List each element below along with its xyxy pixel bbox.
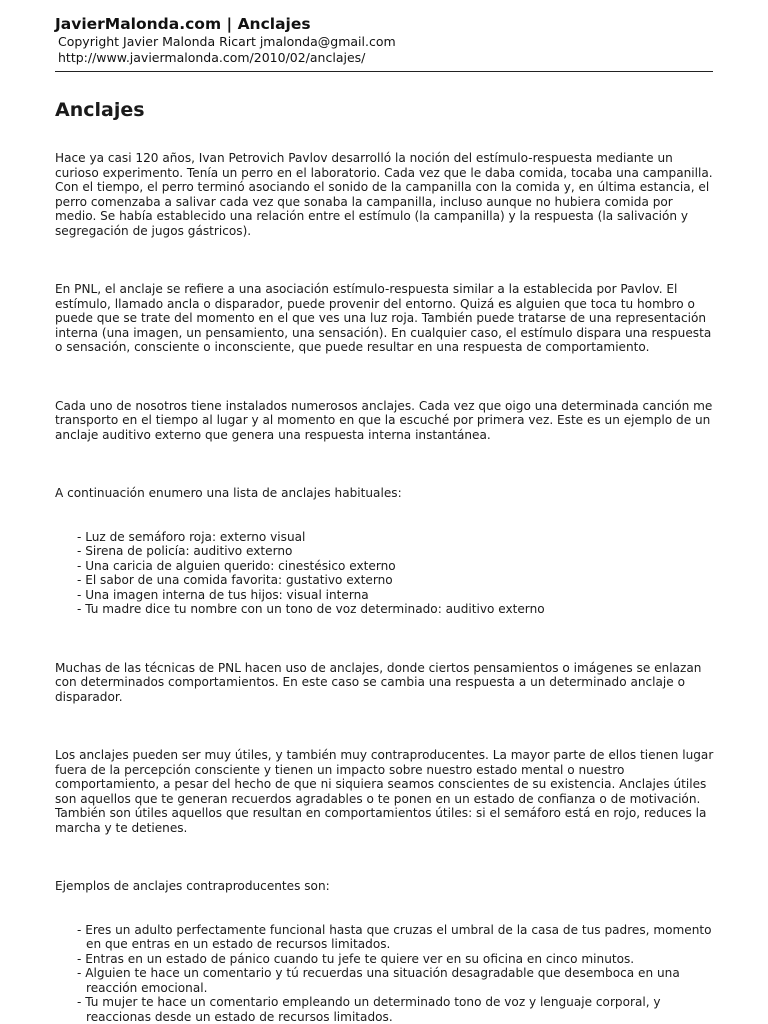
paragraph: A continuación enumero una lista de anclajes habituales: bbox=[55, 486, 402, 500]
list-item: - Sirena de policía: auditivo externo bbox=[77, 544, 293, 558]
header-divider bbox=[55, 71, 713, 72]
paragraph: Ejemplos de anclajes contraproducentes son: bbox=[55, 879, 330, 893]
list-item: - Entras en un estado de pánico cuando tu jefe te quiere ver en su oficina en cinco minutos. bbox=[77, 951, 635, 966]
paragraph: En PNL, el anclaje se refiere a una asociación estímulo-respuesta similar a la establecida por Pavlov. El estímulo, llamado ancla o disparador, puede provenir del entorno. Quizá es alguien que toca tu hombro o puede que se trate del momento en el que ves una luz roja. También puede tratarse de una representación interna (una imagen, un pensamiento, una sensación). En cualquier caso, el estímulo dispara una respuesta o sensación, consciente o inconsciente, que puede resultar en una respuesta de comportamiento. bbox=[55, 282, 712, 354]
source-url: http://www.javiermalonda.com/2010/02/anclajes/ bbox=[58, 50, 366, 65]
article bbox=[55, 98, 715, 1024]
list-item: - El sabor de una comida favorita: gustativo externo bbox=[77, 573, 393, 587]
paragraph: Los anclajes pueden ser muy útiles, y también muy contraproducentes. La mayor parte de ellos tienen lugar fuera de la percepción consciente y tienen un impacto sobre nuestro estado mental o nuestro comportamiento, a pesar del hecho de que ni siquiera seamos conscientes de su existencia. Anclajes útiles son aquellos que te generan recuerdos agradables o te ponen en un estado de confianza o de motivación. También son útiles aquellos que resultan en comportamientos útiles: si el semáforo está en rojo, reduces la marcha y te detienes. bbox=[55, 748, 714, 835]
list-item: - Luz de semáforo roja: externo visual bbox=[77, 529, 306, 544]
copyright-line: Copyright Javier Malonda Ricart jmalonda@gmail.com bbox=[58, 34, 396, 49]
list-item: - Tu mujer te hace un comentario empleando un determinado tono de voz y lenguaje corporal, y reaccionas desde un estado de recursos limitados. bbox=[77, 995, 661, 1024]
list-item: - Tu madre dice tu nombre con un tono de voz determinado: auditivo externo bbox=[77, 602, 545, 616]
paragraph: Muchas de las técnicas de PNL hacen uso de anclajes, donde ciertos pensamientos o imágenes se enlazan con determinados comportamientos. En este caso se cambia una respuesta a un determinado anclaje o disparador. bbox=[55, 660, 702, 704]
site-title: JavierMalonda.com | Anclajes bbox=[55, 15, 311, 33]
paragraph: Cada uno de nosotros tiene instalados numerosos anclajes. Cada vez que oigo una determinada canción me transporto en el tiempo al lugar y al momento en que la escuché por primera vez. Este es un ejemplo de un anclaje auditivo externo que genera una respuesta interna instantánea. bbox=[55, 398, 713, 442]
list-item: - Una caricia de alguien querido: cinestésico externo bbox=[77, 558, 396, 573]
list-item: - Una imagen interna de tus hijos: visual interna bbox=[77, 587, 369, 602]
anchors-list bbox=[55, 530, 715, 617]
page-header bbox=[55, 14, 713, 66]
list-item: - Eres un adulto perfectamente funcional hasta que cruzas el umbral de la casa de tus padres, momento en que entras en un estado de recursos limitados. bbox=[77, 922, 712, 951]
article-title: Anclajes bbox=[55, 99, 145, 121]
counterproductive-list bbox=[55, 923, 715, 1024]
list-item: - Alguien te hace un comentario y tú recuerdas una situación desagradable que desemboca en una reacción emocional. bbox=[77, 966, 680, 995]
paragraph: Hace ya casi 120 años, Ivan Petrovich Pavlov desarrolló la noción del estímulo-respuesta mediante un curioso experimento. Tenía un perro en el laboratorio. Cada vez que le daba comida, tocaba una campanilla. Con el tiempo, el perro terminó asociando el sonido de la campanilla con la comida y, en última estancia, el perro comenzaba a salivar cada vez que sonaba la campanilla, incluso aunque no hubiera comida por medio. Se había establecido una relación entre el estímulo (la campanilla) y la respuesta (la salivación y segregación de jugos gástricos). bbox=[55, 151, 713, 238]
